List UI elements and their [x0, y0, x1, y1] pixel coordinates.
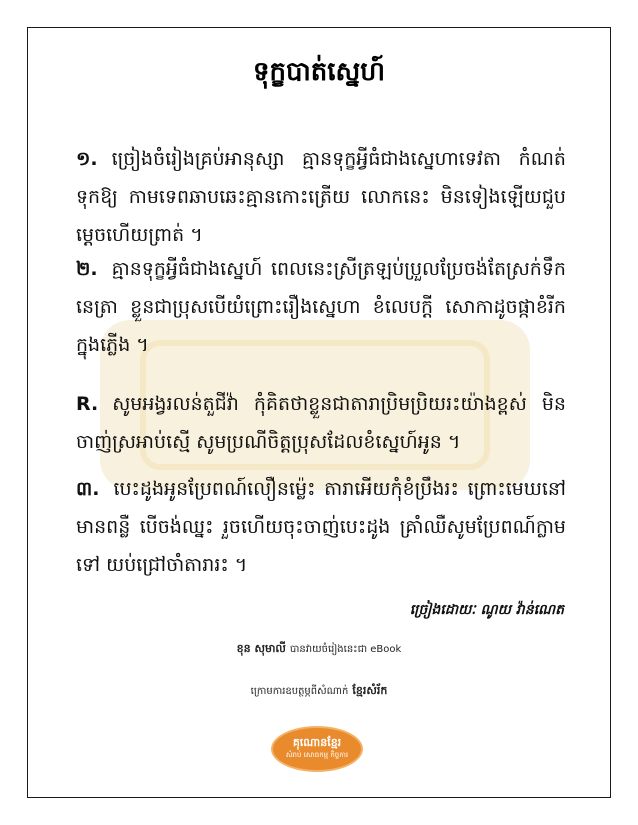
song-title: ទុក្ខបាត់ស្នេហ៍ — [252, 57, 386, 87]
verse-number: ១. — [76, 148, 98, 170]
logo-sub-text: សំរាប់ សោធកម្ម កិច្ចការ — [285, 751, 349, 759]
publisher-logo — [271, 726, 363, 772]
verse-3 — [76, 470, 566, 584]
sponsor-credit-text: ក្រោមការឧបត្ថម្ភពីសំណាក់ — [250, 686, 349, 697]
verse-number: R. — [76, 393, 99, 415]
verse-1 — [76, 140, 566, 254]
ebook-maker-name: ខុន សុមាលី — [236, 642, 286, 655]
verse-text: ច្រៀងចំរៀងគ្រប់អានុស្សា គ្មានទុក្ខអ្វីធំជាងស្នេហាទេវតា កំណត់ទុកឱ្យ កាមទេពឆាបឆេះគ្មានកោះត្រើយ លោកនេះ មិនទៀងឡើយជួបមេ្តចហើយព្រាត់ ។ — [76, 148, 566, 246]
singer-credit: ច្រៀងដោយៈ ណូយ វ៉ាន់ណេត — [409, 602, 564, 618]
verse-2 — [76, 250, 566, 364]
ebook-credit-text: បានវាយចំរៀងនេះជា eBook — [289, 644, 402, 655]
verse-number: ៣. — [76, 478, 100, 500]
verse-refrain — [76, 385, 566, 461]
ebook-credit — [0, 642, 638, 658]
logo-main-text: គុណោនខ្មែរ — [292, 736, 342, 749]
verse-number: ២. — [76, 258, 98, 280]
verse-text: បេះដូងអូនប្រែពណ៍លឿនម្ល៉េះ តារាអើយកុំខំប្រឹងរះ ព្រោះមេឃនៅមានពន្លឺ បើចង់ឈ្នះ រួចហើយចុះចាញ់បេះដូង គ្រាំឈឺសូមប្រែពណ៍ក្លាមទៅ យប់ជ្រៅចាំតារារះ ។ — [76, 478, 566, 576]
sponsor-credit — [0, 684, 638, 700]
verse-text: គ្មានទុក្ខអ្វីធំជាងស្នេហ៍ ពេលនេះស្រីត្រឡប់ប្រួលប្រែចង់តែស្រក់ទឹកនេត្រា ខ្លួនជាប្រុសបើយំព្រោះរឿងស្នេហា ខំលេបក្តី សោកាដូចផ្កាខំរីកក្នុងភ្លើង ។ — [76, 258, 566, 356]
sponsor-name: ខ្មែរសំរ័ក — [352, 684, 388, 697]
verse-text: សូមអង្វរលន់តួជីវ៉ា កុំគិតថាខ្លួនជាតារាប្រិមប្រិយរះយ៉ាងខ្ពស់ មិនចាញ់ស្រអាប់ស្មើ សូមប្រណីចិត្តប្រុសដែលខំស្នេហ៍អូន ។ — [76, 393, 566, 453]
